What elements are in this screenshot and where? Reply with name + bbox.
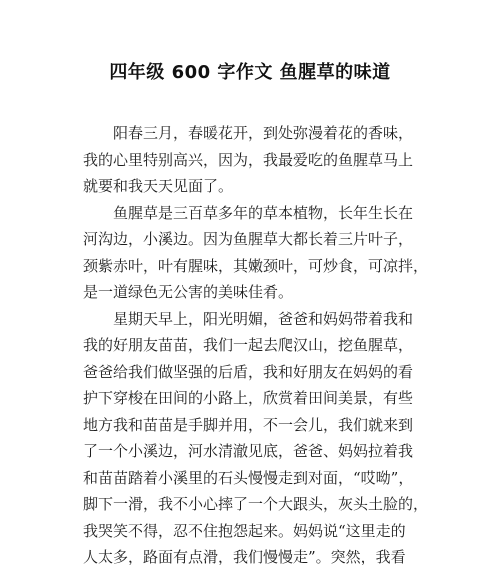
- text-line: 鱼腥草是三百草多年的草本植物，长年生长在: [83, 203, 414, 222]
- text-line: 地方我和苗苗是手脚并用，不一会儿，我们就来到: [83, 415, 414, 434]
- text-line: 河沟边，小溪边。因为鱼腥草大都长着三片叶子，: [83, 230, 414, 248]
- text-line: 人太多，路面有点滑，我们慢慢走”。突然，我看: [83, 548, 406, 565]
- essay-body: [83, 120, 429, 565]
- text-line: 脚下一滑，我不小心摔了一个大跟头，灰头土脸的，: [83, 495, 429, 513]
- text-line: 我哭笑不得，忍不住抱怨起来。妈妈说“这里走的: [83, 521, 406, 540]
- text-line: 就要和我天天见面了。: [83, 177, 234, 195]
- text-line: 了一个小溪边，河水清澈见底，爸爸、妈妈拉着我: [83, 442, 414, 460]
- essay-title: 四年级 600 字作文 鱼腥草的味道: [109, 62, 391, 83]
- text-line: 爸爸给我们做坚强的后盾，我和好朋友在妈妈的看: [83, 362, 414, 381]
- text-line: 我的心里特别高兴，因为，我最爱吃的鱼腥草马上: [83, 150, 414, 169]
- text-line: 星期天早上，阳光明媚，爸爸和妈妈带着我和: [83, 309, 414, 328]
- paragraph-2: [83, 200, 429, 306]
- text-line: 颈紫赤叶，叶有腥味，其嫩颈叶，可炒食，可凉拌，: [83, 256, 429, 275]
- text-line: 护下穿梭在田间的小路上，欣赏着田间美景，有些: [83, 389, 414, 407]
- text-line: 我的好朋友苗苗，我们一起去爬汉山，挖鱼腥草，: [83, 336, 414, 354]
- text-line: 是一道绿色无公害的美味佳肴。: [83, 283, 294, 301]
- paragraph-1: [83, 120, 423, 200]
- paragraph-3: [83, 306, 429, 565]
- text-line: 和苗苗踏着小溪里的石头慢慢走到对面，“哎呦”，: [83, 468, 414, 487]
- text-line: 阳春三月，春暖花开，到处弥漫着花的香味，: [83, 124, 414, 142]
